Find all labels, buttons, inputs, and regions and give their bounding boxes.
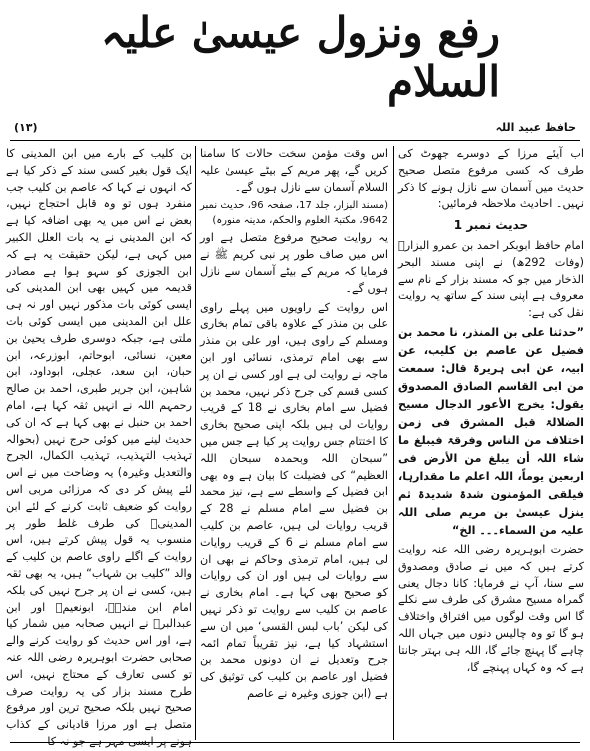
- article-title: رفع ونزول عیسیٰ علیہ السلام: [101, 8, 500, 106]
- meta-row: [14, 118, 576, 136]
- footer-rule: [10, 742, 580, 743]
- page-number: (۱۳): [14, 120, 38, 134]
- reference-citation: (مسند البزار، جلد 17، صفحہ 96، حدیث نمبر 9642، مکتبۃ العلوم والحکم، مدینہ منورہ): [200, 200, 388, 227]
- hadith-heading: حدیث نمبر 1: [453, 218, 529, 233]
- column-middle: [200, 146, 388, 740]
- header-rule: [10, 140, 580, 141]
- column-left: [6, 146, 192, 748]
- translation-paragraph: حضرت ابوہریرہ رضی اللہ عنہ روایت کرتے ہیں کہ میں نے صادق ومصدوق سے سنا، آپ نے فرمایا: کانا دجال یعنی گمراہ مسیح مشرق کی طرف سے نکلے گا اس وقت لوگوں میں افتراق واختلاف ہو گا تو وہ چالیس دنوں میں جہاں اللہ چاہے گا پہنچ جائے گا، اللہ ہی بہتر جانتا ہے کہ وہ کہاں پہنچے گا،: [398, 542, 584, 674]
- middle-paragraph-3: اس روایت کے راویوں میں پہلے راوی علی بن منذر کے علاوہ باقی تمام بخاری ومسلم کے راوی ہیں، اور علی بن منذر سے بھی امام ترمذی، نسائی اور ابن ماجہ نے روایت لی ہے اور کسی نے ان پر کسی قسم کی جرح ذکر نہیں، محمد بن فضیل سے امام بخاری نے 18 کے قریب روایات لی ہیں بلکہ اپنی صحیح بخاری کا اختتام جس روایت پر کیا ہے جس میں ”سبحان اللہ وبحمدہ سبحان اللہ العظیم“ کی فضیلت کا بیان ہے وہ بھی ابن فضیل کے واسطے سے ہے، نیز محمد بن فضیل سے امام مسلم نے 28 کے قریب روایات لی ہیں، عاصم بن کلیب سے امام مسلم نے 6 کے قریب روایات لی ہیں، امام ترمذی وحاکم نے بھی ان سے روایات لی ہیں اور ان کی روایات کو صحیح بھی کہا ہے۔ امام بخاری نے عاصم بن کلیب سے روایت تو ذکر نہیں کی لیکن ’باب لبس القسی‘ میں ان سے استشہاد کیا ہے، نیز تقریباً تمام ائمہ جرح وتعدیل نے ان دونوں محمد بن فضیل اور عاصم بن کلیب کی توثیق کی ہے (ابن جوزی وغیرہ نے عاصم: [200, 300, 389, 700]
- middle-paragraph-2: یہ روایت صحیح مرفوع متصل ہے اور اس میں صاف طور پر نبی کریم ﷺ نے فرمایا کہ مریم کے بیٹے آسمان سے نازل ہوں گے۔: [200, 231, 388, 295]
- column-divider-right: [393, 146, 394, 740]
- middle-paragraph-1: اس وقت مؤمن سخت حالات کا سامنا کریں گے، پھر مریم کے بیٹے عیسیٰ علیہ السلام آسمان سے نازل ہوں گے۔: [200, 147, 388, 194]
- narration-paragraph: امام حافظ ابوبکر احمد بن عمرو البزارؒ (وفات 292ھ) نے اپنی مسند البحر الذخار میں جو کہ مسند بزار کے نام سے معروف ہے اپنی سند کے ساتھ یہ روایت نقل کی ہے:: [398, 238, 584, 320]
- column-right: [398, 146, 584, 740]
- arabic-hadith-text: ”حدثنا علی بن المنذر، نا محمد بن فضیل عن عاصم بن کلیب، عن ابیہ، عن ابی ہریرۃ قال: سمعت من ابی القاسم الصادق المصدوق یقول: یخرج الأعور الدجال مسیح الضلالۃ قبل المشرق فی زمن اختلاف من الناس وفرقۃ فیبلغ ما شاء اللہ أن یبلغ من الأرض فی اربعین یوماً، اللہ اعلم ما مقدارہا، فیلقی المؤمنون شدۃ شدیدۃ ثم ینزل عیسیٰ بن مریم صلی اللہ علیہ من السماء۔۔۔ الخ“: [398, 325, 584, 537]
- left-paragraph-1: بن کلیب کے بارے میں ابن المدینی کا ایک قول بغیر کسی سند کے ذکر کیا ہے کہ انہوں نے کہا کہ عاصم بن کلیب جب منفرد ہوں تو وہ قابل احتجاج نہیں، بعض نے اس میں یہ بھی اضافہ کیا ہے کہ ابن المدینی نے یہ بات العلل الکبیر میں کہی ہے، لیکن حقیقت یہ ہے کہ ابن الجوزی کو سہو ہوا ہے مصادر قدیمہ میں کہیں بھی ابن المدینی کی ایسی کوئی بات مذکور نہیں اور نہ ہی علل ابن المدینی میں ایسی کوئی بات ملتی ہے، جبکہ دوسری طرف یحییٰ بن معین، نسائی، ابوحاتم، ابوزرعہ، ابن حبان، ابن سعد، عجلی، ابوداود، ابن شاہین، ابن جریر طبری، احمد بن صالح رحمہم اللہ نے انہیں ثقہ کہا ہے، امام احمد بن حنبل نے بھی کہا ہے کہ ان کی حدیث لینے میں کوئی حرج نہیں (بحوالہ تہذیب التہذیب، تہذیب الکمال، الجرح والتعدیل وغیرہ) یہ وضاحت میں نے اس لئے پیش کر دی کہ مرزائی مربی اس روایت کو ضعیف ثابت کرنے کے لئے ابن المدینیؒ کی طرف غلط طور پر منسوب یہ قول پیش کرتے ہیں، اس روایت کے اگلے راوی عاصم بن کلیب کے والد ”کلیب بن شہاب“ ہیں، یہ بھی ثقہ ہیں، کسی نے ان پر جرح نہیں کی بلکہ امام ابن مندہؒ، ابونعیمؒ اور ابن عبدالبرؒ نے انہیں صحابہ میں شمار کیا ہے، اور اس حدیث کو روایت کرنے والے صحابی حضرت ابوہریرہ رضی اللہ عنہ تو کسی تعارف کے محتاج نہیں، اس طرح مسند بزار کی یہ روایت صرف صحیح نہیں بلکہ صحیح ترین اور مرفوع متصل ہے اور مرزا قادیانی کے کذاب ہونے پر ایسی مہر ہے جو نہ کا: [6, 147, 192, 748]
- author-name: حافظ عبید اللہ: [495, 120, 576, 134]
- column-divider-left: [195, 146, 196, 740]
- intro-paragraph: اب آیئے مرزا کے دوسرے جھوٹ کی طرف کہ کسی مرفوع متصل صحیح حدیث میں آسمان سے نازل ہونے کا ذکر نہیں۔ احادیث ملاحظہ فرمائیں:: [398, 147, 584, 211]
